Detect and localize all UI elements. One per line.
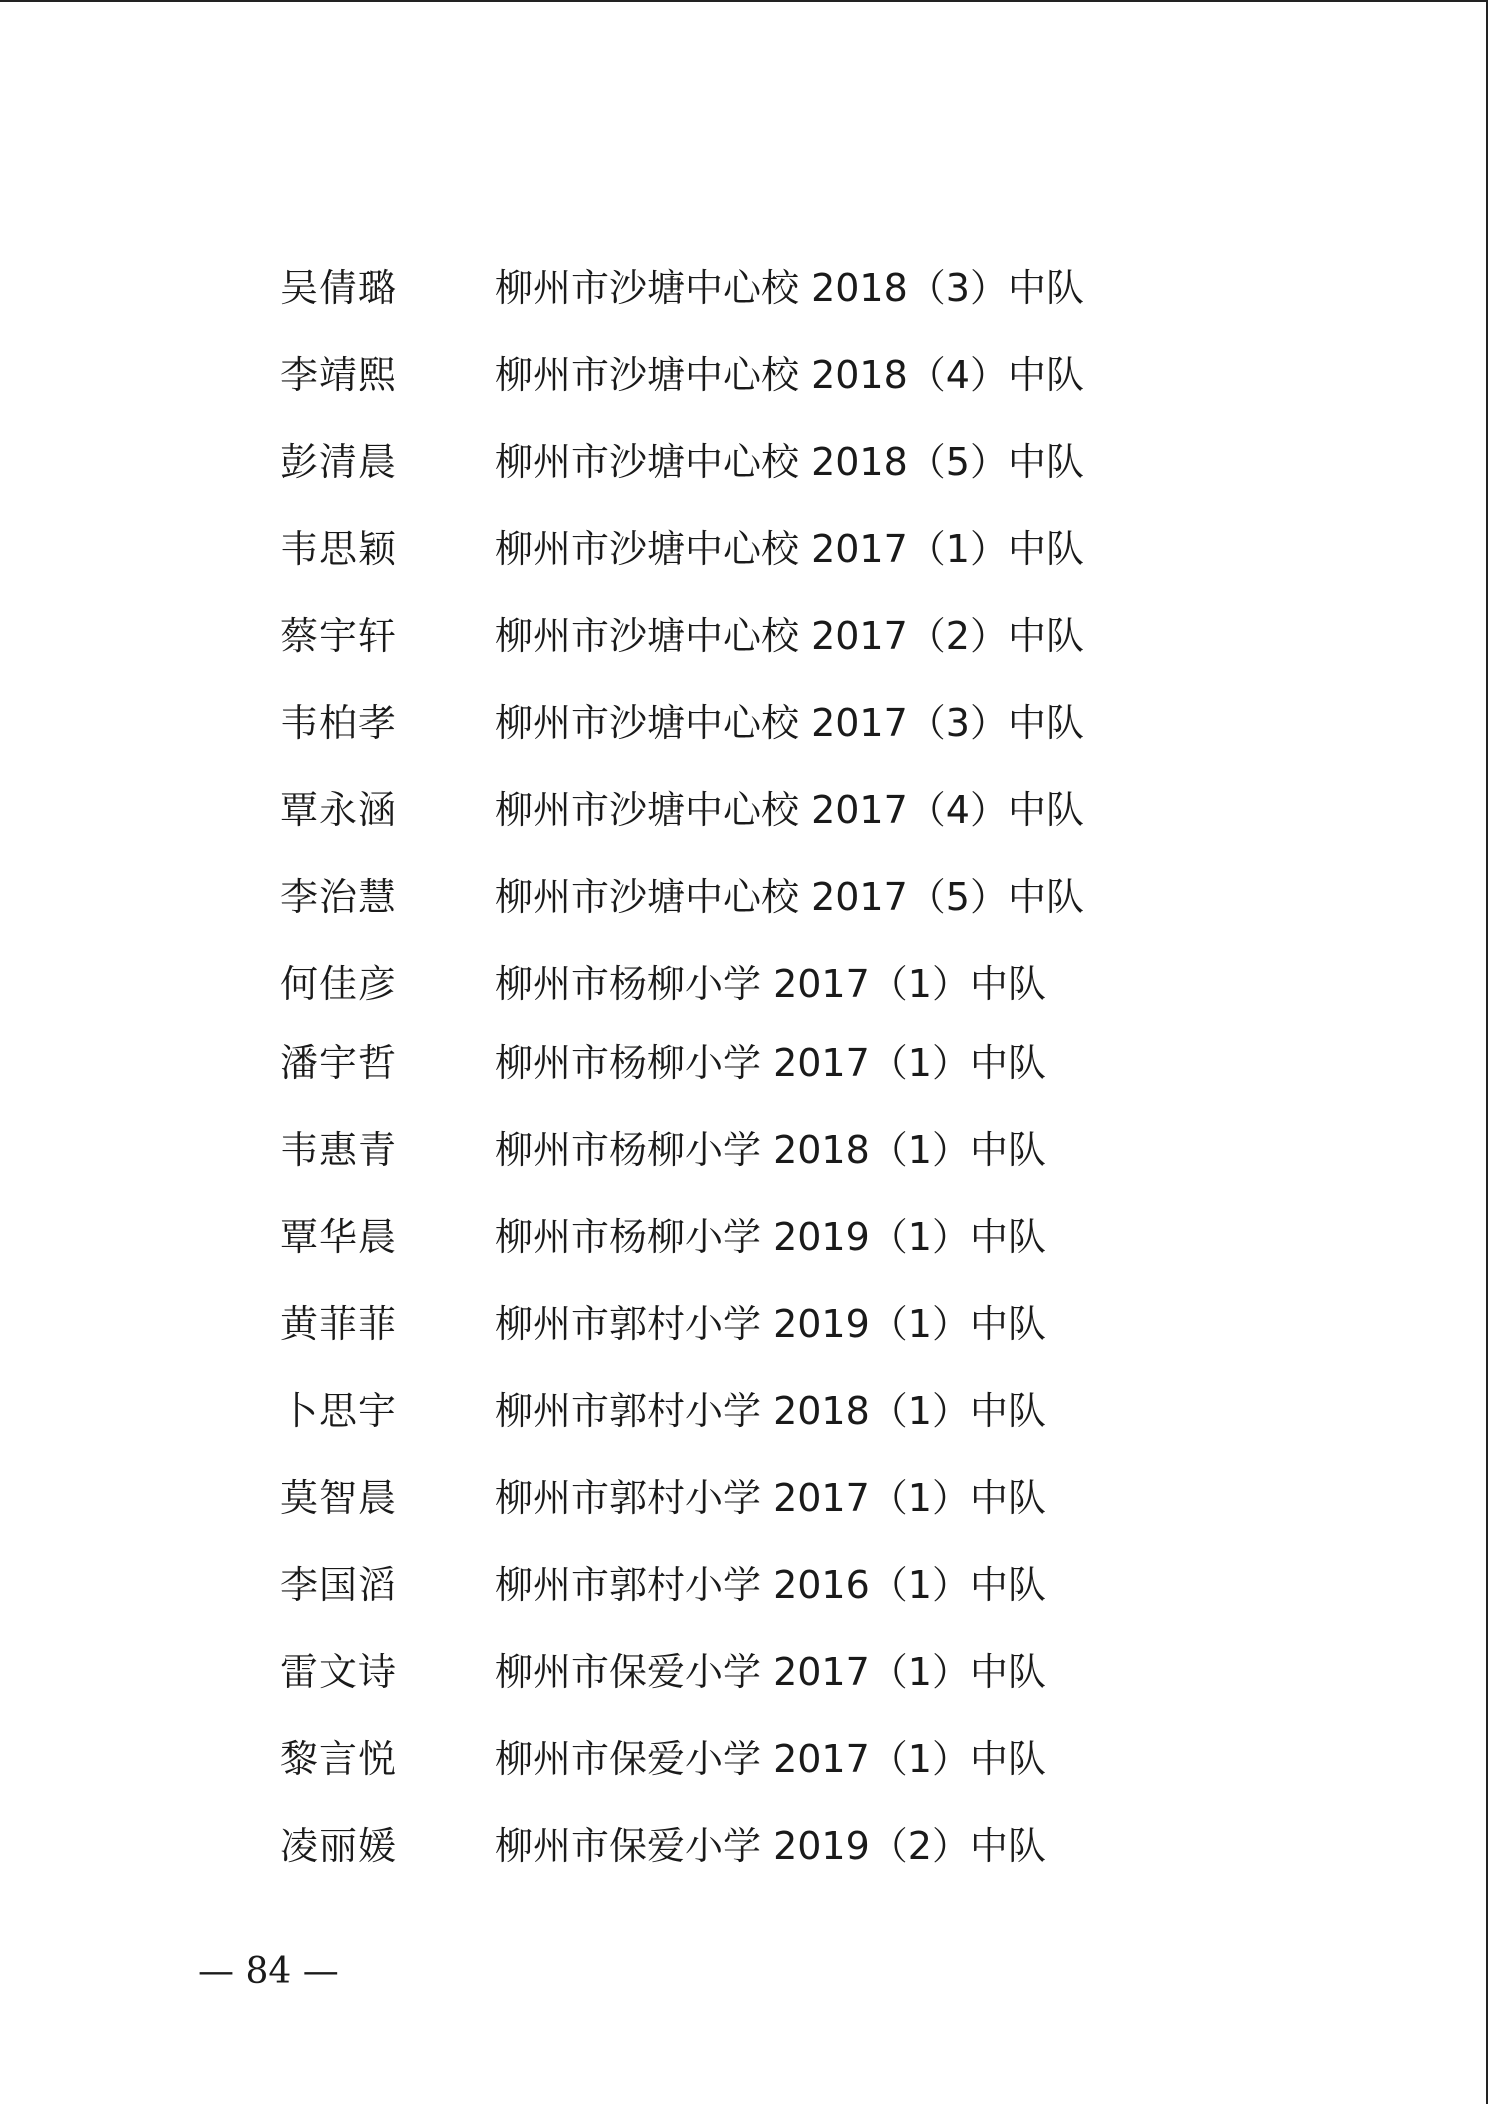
student-name: 覃华晨 [280, 1215, 398, 1259]
roster-row [280, 782, 1084, 838]
school-unit: 柳州市沙塘中心校 2017（2）中队 [495, 614, 1084, 658]
student-name: 卜思宇 [280, 1389, 398, 1433]
student-name: 黎言悦 [280, 1737, 398, 1781]
roster-row [280, 1209, 1046, 1265]
school-unit: 柳州市沙塘中心校 2017（3）中队 [495, 701, 1084, 745]
school-unit: 柳州市沙塘中心校 2017（4）中队 [495, 788, 1084, 832]
student-name: 雷文诗 [280, 1650, 398, 1694]
school-unit: 柳州市保爱小学 2017（1）中队 [495, 1650, 1046, 1694]
roster-row [280, 434, 1084, 490]
student-name: 蔡宇轩 [280, 614, 398, 658]
roster-row [280, 608, 1084, 664]
school-unit: 柳州市杨柳小学 2017（1）中队 [495, 1041, 1046, 1085]
roster-row [280, 1470, 1046, 1526]
roster-row [280, 1818, 1046, 1874]
student-name: 覃永涵 [280, 788, 398, 832]
roster-row [280, 260, 1084, 316]
student-name: 莫智晨 [280, 1476, 398, 1520]
student-name: 黄菲菲 [280, 1302, 398, 1346]
student-name: 彭清晨 [280, 440, 398, 484]
school-unit: 柳州市杨柳小学 2019（1）中队 [495, 1215, 1046, 1259]
school-unit: 柳州市沙塘中心校 2017（1）中队 [495, 527, 1084, 571]
school-unit: 柳州市郭村小学 2018（1）中队 [495, 1389, 1046, 1433]
roster-row [280, 956, 1046, 1012]
student-name: 李靖熙 [280, 353, 398, 397]
school-unit: 柳州市沙塘中心校 2018（4）中队 [495, 353, 1084, 397]
student-name: 李国滔 [280, 1563, 398, 1607]
school-unit: 柳州市杨柳小学 2017（1）中队 [495, 962, 1046, 1006]
school-unit: 柳州市沙塘中心校 2018（5）中队 [495, 440, 1084, 484]
student-name: 何佳彦 [280, 962, 398, 1006]
student-name: 韦惠青 [280, 1128, 398, 1172]
student-name: 韦思颖 [280, 527, 398, 571]
roster-row [280, 1035, 1046, 1091]
roster-row [280, 869, 1084, 925]
roster-row [280, 695, 1084, 751]
roster-row [280, 1557, 1046, 1613]
student-name: 吴倩璐 [280, 266, 398, 310]
roster-row [280, 1296, 1046, 1352]
roster-row [280, 521, 1084, 577]
school-unit: 柳州市保爱小学 2019（2）中队 [495, 1824, 1046, 1868]
school-unit: 柳州市杨柳小学 2018（1）中队 [495, 1128, 1046, 1172]
student-name: 李治慧 [280, 875, 398, 919]
roster-row [280, 1383, 1046, 1439]
page-number: — 84 — [198, 1951, 339, 1992]
roster-row [280, 347, 1084, 403]
school-unit: 柳州市保爱小学 2017（1）中队 [495, 1737, 1046, 1781]
student-name: 凌丽媛 [280, 1824, 398, 1868]
school-unit: 柳州市郭村小学 2019（1）中队 [495, 1302, 1046, 1346]
student-name: 韦柏孝 [280, 701, 398, 745]
school-unit: 柳州市郭村小学 2017（1）中队 [495, 1476, 1046, 1520]
student-name: 潘宇哲 [280, 1041, 398, 1085]
roster-row [280, 1644, 1046, 1700]
school-unit: 柳州市沙塘中心校 2018（3）中队 [495, 266, 1084, 310]
roster-row [280, 1122, 1046, 1178]
school-unit: 柳州市郭村小学 2016（1）中队 [495, 1563, 1046, 1607]
roster-row [280, 1731, 1046, 1787]
school-unit: 柳州市沙塘中心校 2017（5）中队 [495, 875, 1084, 919]
